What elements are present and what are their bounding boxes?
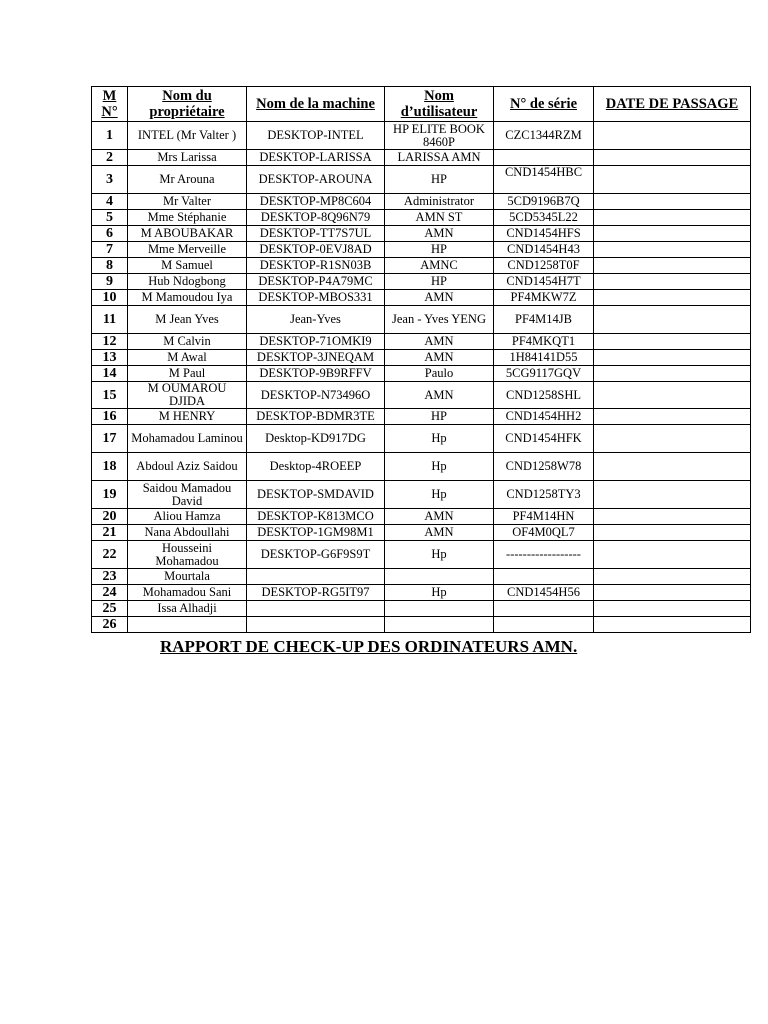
cell-machine: [247, 569, 385, 585]
cell-date: [594, 366, 751, 382]
cell-owner: Mourtala: [128, 569, 247, 585]
header-user: Nom d’utilisateur: [385, 87, 494, 122]
cell-date: [594, 525, 751, 541]
cell-owner: [128, 617, 247, 633]
cell-number: 17: [92, 425, 128, 453]
cell-machine: DESKTOP-R1SN03B: [247, 258, 385, 274]
cell-number: 11: [92, 306, 128, 334]
cell-machine: DESKTOP-TT7S7UL: [247, 226, 385, 242]
cell-machine: DESKTOP-AROUNA: [247, 166, 385, 194]
cell-number: 5: [92, 210, 128, 226]
cell-owner: Mohamadou Sani: [128, 585, 247, 601]
cell-owner: Mr Valter: [128, 194, 247, 210]
cell-date: [594, 569, 751, 585]
cell-machine: DESKTOP-LARISSA: [247, 150, 385, 166]
cell-machine: DESKTOP-RG5IT97: [247, 585, 385, 601]
cell-serial: 1H84141D55: [494, 350, 594, 366]
cell-date: [594, 425, 751, 453]
cell-machine: DESKTOP-SMDAVID: [247, 481, 385, 509]
cell-date: [594, 258, 751, 274]
cell-date: [594, 150, 751, 166]
cell-number: 26: [92, 617, 128, 633]
cell-number: 23: [92, 569, 128, 585]
cell-machine: DESKTOP-K813MCO: [247, 509, 385, 525]
cell-date: [594, 409, 751, 425]
cell-owner: M Jean Yves: [128, 306, 247, 334]
table-row: [92, 569, 751, 585]
cell-machine: Jean-Yves: [247, 306, 385, 334]
cell-user: Hp: [385, 425, 494, 453]
table-row: [92, 585, 751, 601]
table-row: [92, 150, 751, 166]
table-row: [92, 166, 751, 194]
cell-serial: CND1258W78: [494, 453, 594, 481]
cell-date: [594, 274, 751, 290]
cell-serial: PF4M14JB: [494, 306, 594, 334]
cell-number: 2: [92, 150, 128, 166]
cell-date: [594, 509, 751, 525]
cell-owner: M Samuel: [128, 258, 247, 274]
cell-number: 10: [92, 290, 128, 306]
cell-machine: DESKTOP-P4A79MC: [247, 274, 385, 290]
cell-serial: 5CD5345L22: [494, 210, 594, 226]
table-row: [92, 242, 751, 258]
cell-date: [594, 601, 751, 617]
table-row: [92, 258, 751, 274]
cell-user: [385, 569, 494, 585]
cell-date: [594, 382, 751, 409]
cell-serial: CND1454H7T: [494, 274, 594, 290]
cell-owner: INTEL (Mr Valter ): [128, 122, 247, 150]
cell-owner: M Awal: [128, 350, 247, 366]
cell-owner: Aliou Hamza: [128, 509, 247, 525]
cell-owner: Mr Arouna: [128, 166, 247, 194]
table-row: [92, 601, 751, 617]
table-row: [92, 122, 751, 150]
table-row: [92, 409, 751, 425]
cell-machine: DESKTOP-BDMR3TE: [247, 409, 385, 425]
cell-user: HP: [385, 409, 494, 425]
cell-machine: [247, 617, 385, 633]
table-row: [92, 453, 751, 481]
cell-number: 1: [92, 122, 128, 150]
cell-machine: DESKTOP-INTEL: [247, 122, 385, 150]
cell-number: 9: [92, 274, 128, 290]
cell-number: 12: [92, 334, 128, 350]
cell-user: AMN ST: [385, 210, 494, 226]
cell-number: 20: [92, 509, 128, 525]
table-row: [92, 306, 751, 334]
cell-serial: CND1454HBC: [494, 166, 594, 194]
cell-machine: DESKTOP-N73496O: [247, 382, 385, 409]
cell-machine: DESKTOP-1GM98M1: [247, 525, 385, 541]
cell-user: LARISSA AMN: [385, 150, 494, 166]
cell-user: Hp: [385, 541, 494, 569]
header-row: [92, 87, 751, 122]
cell-machine: Desktop-4ROEEP: [247, 453, 385, 481]
cell-number: 15: [92, 382, 128, 409]
cell-user: AMN: [385, 290, 494, 306]
cell-serial: OF4M0QL7: [494, 525, 594, 541]
table-row: [92, 425, 751, 453]
cell-date: [594, 481, 751, 509]
table-row: [92, 617, 751, 633]
cell-date: [594, 541, 751, 569]
cell-serial: [494, 569, 594, 585]
cell-machine: Desktop-KD917DG: [247, 425, 385, 453]
cell-owner: M OUMAROU DJIDA: [128, 382, 247, 409]
table-row: [92, 366, 751, 382]
cell-owner: M Paul: [128, 366, 247, 382]
cell-machine: DESKTOP-9B9RFFV: [247, 366, 385, 382]
cell-serial: PF4M14HN: [494, 509, 594, 525]
cell-user: [385, 617, 494, 633]
cell-number: 14: [92, 366, 128, 382]
cell-number: 8: [92, 258, 128, 274]
cell-owner: Mohamadou Laminou: [128, 425, 247, 453]
header-machine: Nom de la machine: [247, 87, 385, 122]
header-serial: N° de série: [494, 87, 594, 122]
cell-serial: CZC1344RZM: [494, 122, 594, 150]
cell-owner: Nana Abdoullahi: [128, 525, 247, 541]
cell-serial: ------------------: [494, 541, 594, 569]
cell-number: 16: [92, 409, 128, 425]
table-row: [92, 194, 751, 210]
header-date: DATE DE PASSAGE: [594, 87, 751, 122]
cell-user: Hp: [385, 585, 494, 601]
cell-user: AMN: [385, 334, 494, 350]
cell-user: AMNC: [385, 258, 494, 274]
cell-machine: DESKTOP-MBOS331: [247, 290, 385, 306]
cell-owner: Abdoul Aziz Saidou: [128, 453, 247, 481]
cell-machine: DESKTOP-0EVJ8AD: [247, 242, 385, 258]
cell-owner: Hub Ndogbong: [128, 274, 247, 290]
table-row: [92, 509, 751, 525]
table-row: [92, 350, 751, 366]
cell-number: 21: [92, 525, 128, 541]
cell-serial: CND1454HH2: [494, 409, 594, 425]
cell-user: Jean - Yves YENG: [385, 306, 494, 334]
cell-date: [594, 210, 751, 226]
cell-date: [594, 334, 751, 350]
cell-serial: CND1454HFK: [494, 425, 594, 453]
table-row: [92, 525, 751, 541]
cell-machine: DESKTOP-MP8C604: [247, 194, 385, 210]
cell-number: 25: [92, 601, 128, 617]
cell-user: Administrator: [385, 194, 494, 210]
cell-user: Hp: [385, 453, 494, 481]
cell-number: 13: [92, 350, 128, 366]
cell-owner: Saidou Mamadou David: [128, 481, 247, 509]
cell-machine: DESKTOP-G6F9S9T: [247, 541, 385, 569]
table-row: [92, 290, 751, 306]
cell-owner: M Calvin: [128, 334, 247, 350]
cell-owner: Housseini Mohamadou: [128, 541, 247, 569]
cell-machine: DESKTOP-8Q96N79: [247, 210, 385, 226]
cell-user: Hp: [385, 481, 494, 509]
cell-date: [594, 242, 751, 258]
cell-owner: Mme Merveille: [128, 242, 247, 258]
cell-serial: CND1454H43: [494, 242, 594, 258]
cell-machine: [247, 601, 385, 617]
cell-date: [594, 585, 751, 601]
cell-owner: M ABOUBAKAR: [128, 226, 247, 242]
cell-serial: 5CG9117GQV: [494, 366, 594, 382]
cell-user: HP: [385, 166, 494, 194]
cell-owner: M HENRY: [128, 409, 247, 425]
cell-machine: DESKTOP-3JNEQAM: [247, 350, 385, 366]
cell-number: 24: [92, 585, 128, 601]
table-row: [92, 210, 751, 226]
cell-user: HP: [385, 274, 494, 290]
table-row: [92, 226, 751, 242]
cell-user: AMN: [385, 509, 494, 525]
cell-owner: Issa Alhadji: [128, 601, 247, 617]
cell-serial: PF4MKQT1: [494, 334, 594, 350]
table-row: [92, 334, 751, 350]
cell-date: [594, 194, 751, 210]
table-row: [92, 541, 751, 569]
cell-serial: PF4MKW7Z: [494, 290, 594, 306]
cell-user: AMN: [385, 382, 494, 409]
cell-serial: CND1258T0F: [494, 258, 594, 274]
cell-date: [594, 350, 751, 366]
cell-serial: 5CD9196B7Q: [494, 194, 594, 210]
cell-date: [594, 453, 751, 481]
table-row: [92, 274, 751, 290]
cell-serial: [494, 617, 594, 633]
cell-user: [385, 601, 494, 617]
cell-serial: [494, 150, 594, 166]
cell-owner: M Mamoudou Iya: [128, 290, 247, 306]
cell-date: [594, 617, 751, 633]
cell-number: 18: [92, 453, 128, 481]
cell-number: 6: [92, 226, 128, 242]
cell-date: [594, 306, 751, 334]
cell-serial: CND1258TY3: [494, 481, 594, 509]
computer-inventory-table: [91, 86, 751, 633]
cell-serial: CND1454HFS: [494, 226, 594, 242]
cell-user: HP ELITE BOOK 8460P: [385, 122, 494, 150]
cell-number: 3: [92, 166, 128, 194]
cell-date: [594, 226, 751, 242]
cell-serial: CND1454H56: [494, 585, 594, 601]
cell-serial: [494, 601, 594, 617]
cell-owner: Mme Stéphanie: [128, 210, 247, 226]
cell-user: AMN: [385, 350, 494, 366]
table-row: [92, 481, 751, 509]
cell-machine: DESKTOP-71OMKI9: [247, 334, 385, 350]
cell-number: 22: [92, 541, 128, 569]
cell-user: AMN: [385, 525, 494, 541]
cell-number: 7: [92, 242, 128, 258]
report-title: RAPPORT DE CHECK-UP DES ORDINATEURS AMN.: [160, 637, 578, 656]
cell-user: Paulo: [385, 366, 494, 382]
cell-user: HP: [385, 242, 494, 258]
header-number: M N°: [92, 87, 128, 122]
table-row: [92, 382, 751, 409]
header-owner: Nom du propriétaire: [128, 87, 247, 122]
cell-user: AMN: [385, 226, 494, 242]
cell-owner: Mrs Larissa: [128, 150, 247, 166]
cell-date: [594, 290, 751, 306]
cell-serial: CND1258SHL: [494, 382, 594, 409]
cell-date: [594, 166, 751, 194]
cell-date: [594, 122, 751, 150]
cell-number: 4: [92, 194, 128, 210]
cell-number: 19: [92, 481, 128, 509]
